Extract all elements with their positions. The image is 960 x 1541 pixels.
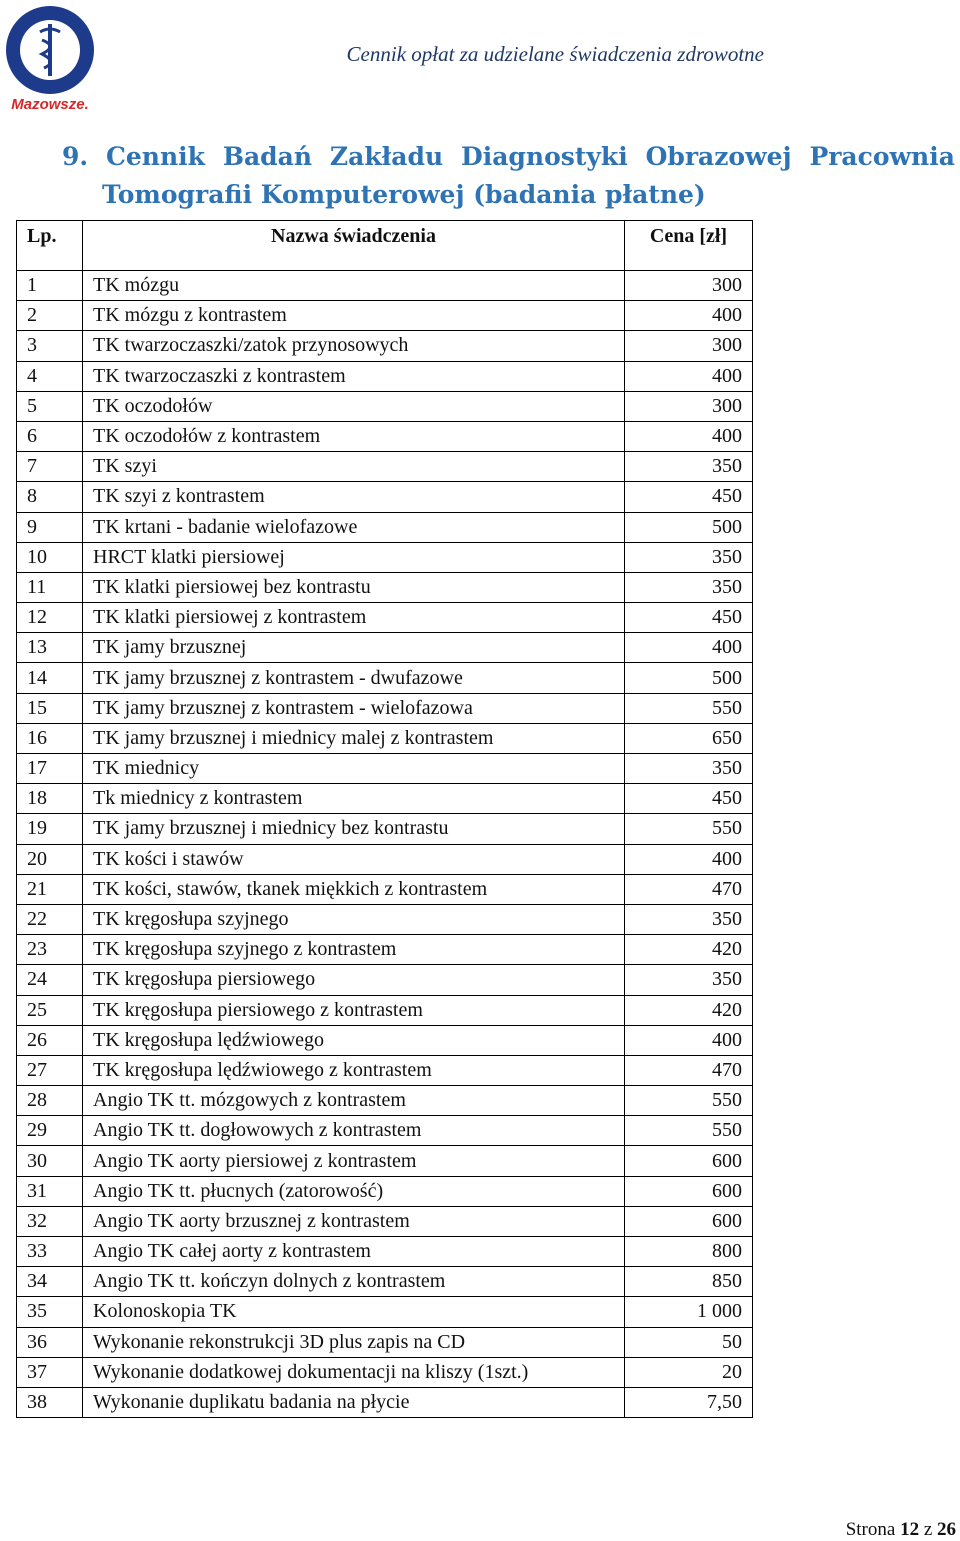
row-price: 600	[625, 1176, 753, 1206]
row-price: 350	[625, 452, 753, 482]
row-price: 350	[625, 542, 753, 572]
table-row	[17, 1206, 753, 1236]
table-row	[17, 603, 753, 633]
row-lp: 19	[17, 814, 83, 844]
row-lp: 6	[17, 421, 83, 451]
row-price: 650	[625, 723, 753, 753]
row-name: TK miednicy	[83, 754, 625, 784]
row-name: TK oczodołów	[83, 391, 625, 421]
row-lp: 38	[17, 1387, 83, 1417]
row-price: 600	[625, 1146, 753, 1176]
section-word: Badań	[222, 142, 313, 171]
row-price: 400	[625, 1025, 753, 1055]
row-name: TK kręgosłupa piersiowego z kontrastem	[83, 995, 625, 1025]
table-row	[17, 542, 753, 572]
row-lp: 36	[17, 1327, 83, 1357]
row-name: Angio TK tt. kończyn dolnych z kontrastem	[83, 1267, 625, 1297]
row-lp: 15	[17, 693, 83, 723]
table-row	[17, 572, 753, 602]
table-row	[17, 995, 753, 1025]
footer-page: 12	[900, 1519, 920, 1540]
table-row	[17, 663, 753, 693]
row-name: TK szyi	[83, 452, 625, 482]
row-lp: 21	[17, 874, 83, 904]
row-price: 470	[625, 874, 753, 904]
table-row	[17, 693, 753, 723]
column-header-name: Nazwa świadczenia	[83, 221, 625, 271]
row-lp: 37	[17, 1357, 83, 1387]
row-price: 420	[625, 995, 753, 1025]
row-name: TK twarzoczaszki z kontrastem	[83, 361, 625, 391]
row-lp: 5	[17, 391, 83, 421]
row-name: Wykonanie duplikatu badania na płycie	[83, 1387, 625, 1417]
section-word: Zakładu	[329, 142, 444, 171]
row-name: TK szyi z kontrastem	[83, 482, 625, 512]
row-lp: 3	[17, 331, 83, 361]
table-row	[17, 1116, 753, 1146]
logo-brand-text: Mazowsze.	[11, 96, 89, 113]
row-price: 1 000	[625, 1297, 753, 1327]
row-lp: 34	[17, 1267, 83, 1297]
row-lp: 24	[17, 965, 83, 995]
section-title-line1	[62, 138, 955, 176]
table-row	[17, 512, 753, 542]
section-word: Obrazowej	[645, 142, 792, 171]
row-lp: 28	[17, 1086, 83, 1116]
row-lp: 13	[17, 633, 83, 663]
row-name: Angio TK tt. płucnych (zatorowość)	[83, 1176, 625, 1206]
table-row	[17, 754, 753, 784]
table-row	[17, 1086, 753, 1116]
row-price: 550	[625, 693, 753, 723]
row-name: HRCT klatki piersiowej	[83, 542, 625, 572]
row-lp: 35	[17, 1297, 83, 1327]
hospital-logo	[4, 4, 96, 120]
row-name: TK klatki piersiowej bez kontrastu	[83, 572, 625, 602]
table-row	[17, 723, 753, 753]
price-table	[16, 220, 753, 1418]
row-price: 400	[625, 421, 753, 451]
table-row	[17, 421, 753, 451]
footer-label: Strona	[845, 1519, 896, 1540]
row-price: 400	[625, 844, 753, 874]
table-row	[17, 271, 753, 301]
row-name: TK kręgosłupa lędźwiowego z kontrastem	[83, 1055, 625, 1085]
row-price: 800	[625, 1237, 753, 1267]
row-price: 550	[625, 814, 753, 844]
row-lp: 31	[17, 1176, 83, 1206]
column-header-price: Cena [zł]	[625, 221, 753, 271]
table-row	[17, 1327, 753, 1357]
row-price: 500	[625, 512, 753, 542]
row-name: TK jamy brzusznej z kontrastem - wielofazowa	[83, 693, 625, 723]
row-price: 350	[625, 572, 753, 602]
row-lp: 2	[17, 301, 83, 331]
table-row	[17, 361, 753, 391]
section-title-line2: Tomografii Komputerowej (badania płatne)	[102, 180, 706, 209]
row-price: 470	[625, 1055, 753, 1085]
row-lp: 7	[17, 452, 83, 482]
table-row	[17, 904, 753, 934]
table-row	[17, 1025, 753, 1055]
page-number	[846, 1519, 956, 1541]
row-price: 350	[625, 754, 753, 784]
row-price: 300	[625, 331, 753, 361]
row-name: TK oczodołów z kontrastem	[83, 421, 625, 451]
row-lp: 8	[17, 482, 83, 512]
row-name: Wykonanie dodatkowej dokumentacji na kliszy (1szt.)	[83, 1357, 625, 1387]
row-lp: 20	[17, 844, 83, 874]
row-lp: 14	[17, 663, 83, 693]
row-price: 450	[625, 482, 753, 512]
row-price: 550	[625, 1086, 753, 1116]
row-lp: 10	[17, 542, 83, 572]
row-price: 7,50	[625, 1387, 753, 1417]
row-lp: 18	[17, 784, 83, 814]
table-row	[17, 1146, 753, 1176]
row-price: 500	[625, 663, 753, 693]
row-lp: 11	[17, 572, 83, 602]
row-name: TK kręgosłupa lędźwiowego	[83, 1025, 625, 1055]
row-price: 300	[625, 271, 753, 301]
table-row	[17, 965, 753, 995]
row-price: 450	[625, 784, 753, 814]
row-lp: 32	[17, 1206, 83, 1236]
row-lp: 12	[17, 603, 83, 633]
section-word: Cennik	[105, 142, 205, 171]
table-row	[17, 1176, 753, 1206]
row-lp: 29	[17, 1116, 83, 1146]
row-name: TK jamy brzusznej	[83, 633, 625, 663]
row-price: 450	[625, 603, 753, 633]
row-lp: 4	[17, 361, 83, 391]
row-name: Angio TK tt. dogłowowych z kontrastem	[83, 1116, 625, 1146]
row-name: TK mózgu z kontrastem	[83, 301, 625, 331]
row-price: 420	[625, 935, 753, 965]
table-row	[17, 1055, 753, 1085]
section-word: Diagnostyki	[461, 142, 628, 171]
row-price: 400	[625, 361, 753, 391]
row-lp: 27	[17, 1055, 83, 1085]
row-lp: 9	[17, 512, 83, 542]
row-name: Kolonoskopia TK	[83, 1297, 625, 1327]
row-price: 350	[625, 965, 753, 995]
table-row	[17, 1357, 753, 1387]
row-name: TK kręgosłupa szyjnego z kontrastem	[83, 935, 625, 965]
table-row	[17, 874, 753, 904]
table-row	[17, 1387, 753, 1417]
table-row	[17, 452, 753, 482]
row-name: TK mózgu	[83, 271, 625, 301]
row-name: TK twarzoczaszki/zatok przynosowych	[83, 331, 625, 361]
row-price: 400	[625, 633, 753, 663]
row-name: TK kości, stawów, tkanek miękkich z kontrastem	[83, 874, 625, 904]
footer-of: z	[923, 1519, 933, 1540]
row-name: TK kręgosłupa piersiowego	[83, 965, 625, 995]
table-row	[17, 482, 753, 512]
row-name: Angio TK aorty brzusznej z kontrastem	[83, 1206, 625, 1236]
table-row	[17, 1237, 753, 1267]
row-price: 600	[625, 1206, 753, 1236]
row-price: 550	[625, 1116, 753, 1146]
row-lp: 17	[17, 754, 83, 784]
row-name: TK kręgosłupa szyjnego	[83, 904, 625, 934]
row-name: TK jamy brzusznej z kontrastem - dwufazowe	[83, 663, 625, 693]
row-price: 400	[625, 301, 753, 331]
footer-total: 26	[937, 1519, 956, 1540]
column-header-lp: Lp.	[17, 221, 83, 271]
row-lp: 22	[17, 904, 83, 934]
table-row	[17, 633, 753, 663]
table-row	[17, 814, 753, 844]
row-lp: 1	[17, 271, 83, 301]
row-name: Angio TK całej aorty z kontrastem	[83, 1237, 625, 1267]
row-lp: 25	[17, 995, 83, 1025]
table-row	[17, 1267, 753, 1297]
row-lp: 16	[17, 723, 83, 753]
table-row	[17, 391, 753, 421]
table-row	[17, 935, 753, 965]
section-number: 9.	[62, 142, 89, 171]
row-name: TK klatki piersiowej z kontrastem	[83, 603, 625, 633]
table-row	[17, 784, 753, 814]
row-name: Angio TK tt. mózgowych z kontrastem	[83, 1086, 625, 1116]
table-row	[17, 1297, 753, 1327]
row-price: 50	[625, 1327, 753, 1357]
row-lp: 30	[17, 1146, 83, 1176]
row-lp: 26	[17, 1025, 83, 1055]
row-lp: 33	[17, 1237, 83, 1267]
row-name: Angio TK aorty piersiowej z kontrastem	[83, 1146, 625, 1176]
table-row	[17, 301, 753, 331]
table-row	[17, 331, 753, 361]
row-name: Tk miednicy z kontrastem	[83, 784, 625, 814]
row-name: TK jamy brzusznej i miednicy bez kontrastu	[83, 814, 625, 844]
row-price: 850	[625, 1267, 753, 1297]
row-price: 350	[625, 904, 753, 934]
row-lp: 23	[17, 935, 83, 965]
row-price: 300	[625, 391, 753, 421]
row-name: TK krtani - badanie wielofazowe	[83, 512, 625, 542]
section-word: Pracownia	[809, 142, 955, 171]
document-header-title: Cennik opłat za udzielane świadczenia zdrowotne	[346, 42, 764, 66]
section-title	[62, 138, 955, 214]
row-name: TK kości i stawów	[83, 844, 625, 874]
row-price: 20	[625, 1357, 753, 1387]
row-name: Wykonanie rekonstrukcji 3D plus zapis na CD	[83, 1327, 625, 1357]
table-header-row	[17, 221, 753, 271]
table-row	[17, 844, 753, 874]
row-name: TK jamy brzusznej i miednicy malej z kontrastem	[83, 723, 625, 753]
